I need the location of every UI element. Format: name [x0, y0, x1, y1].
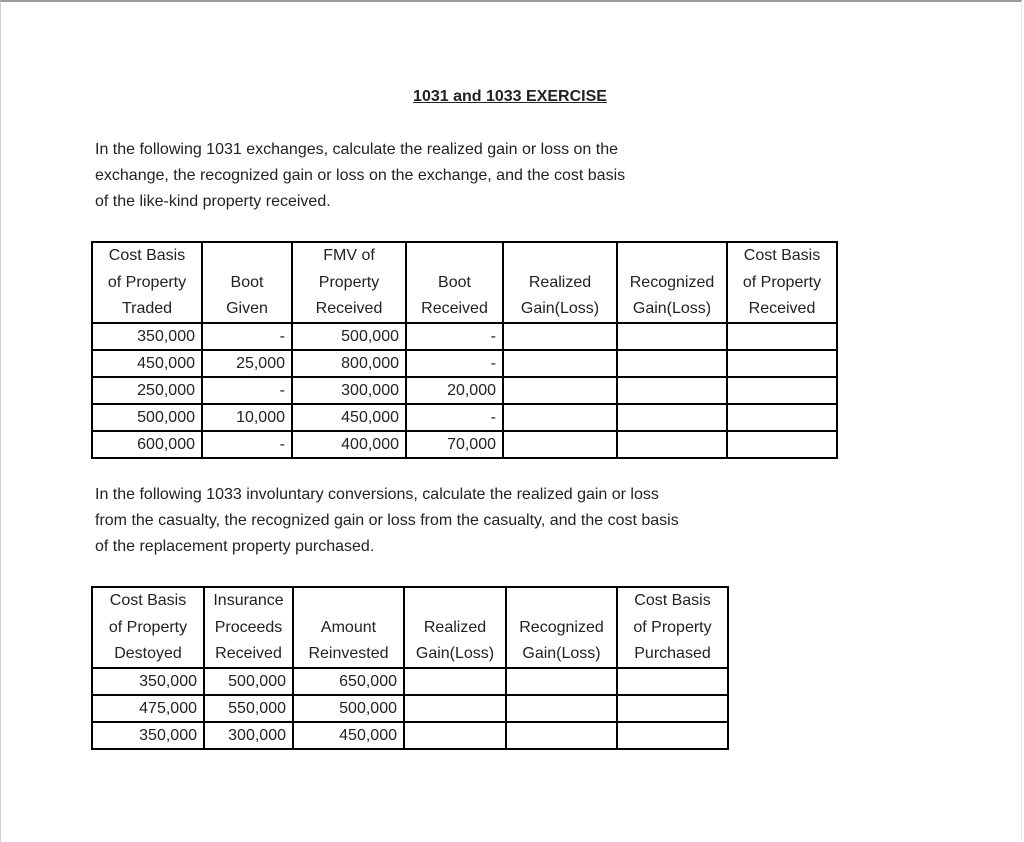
- conversion-header-cell: of Property: [617, 614, 728, 641]
- conversion-header-cell: Gain(Loss): [506, 641, 617, 668]
- exchange-header-row: [92, 242, 837, 269]
- conversion-answer-cell[interactable]: [617, 695, 728, 722]
- conversion-header-cell: Reinvested: [293, 641, 404, 668]
- exchange-header-cell: of Property: [727, 269, 837, 296]
- exchange-answer-cell[interactable]: [727, 377, 837, 404]
- exchange-header-cell: of Property: [92, 269, 202, 296]
- conversion-header-cell: Insurance: [204, 587, 293, 614]
- exchange-data-row: [92, 431, 837, 458]
- document-title: 1031 and 1033 EXERCISE: [413, 88, 607, 105]
- conversion-value-cell: 650,000: [293, 668, 404, 695]
- conversion-header-cell: Proceeds: [204, 614, 293, 641]
- exchange-1031-table: [91, 241, 838, 459]
- exchange-header-cell: Traded: [92, 296, 202, 323]
- exchange-header-cell: Gain(Loss): [617, 296, 727, 323]
- exchange-header-cell: Recognized: [617, 269, 727, 296]
- conversion-value-cell: 350,000: [92, 668, 204, 695]
- conversion-value-cell: 550,000: [204, 695, 293, 722]
- exchange-answer-cell[interactable]: [503, 431, 617, 458]
- conversion-data-row: [92, 668, 728, 695]
- exchange-answer-cell[interactable]: [727, 323, 837, 350]
- conversion-header-row: [92, 614, 728, 641]
- conversion-answer-cell[interactable]: [617, 722, 728, 749]
- exchange-header-row: [92, 296, 837, 323]
- conversion-header-cell: [293, 587, 404, 614]
- conversion-answer-cell[interactable]: [506, 722, 617, 749]
- exchange-header-cell: Given: [202, 296, 292, 323]
- conversion-answer-cell[interactable]: [404, 668, 506, 695]
- conversion-header-row: [92, 587, 728, 614]
- exchange-answer-cell[interactable]: [617, 431, 727, 458]
- exchange-header-cell: Boot: [202, 269, 292, 296]
- exchange-answer-cell[interactable]: [617, 377, 727, 404]
- conversion-answer-cell[interactable]: [506, 695, 617, 722]
- exchange-value-cell: 70,000: [406, 431, 503, 458]
- exchange-answer-cell[interactable]: [727, 404, 837, 431]
- conversion-1033-table: [91, 586, 729, 750]
- exchange-value-cell: 400,000: [292, 431, 406, 458]
- intro-1031-paragraph: In the following 1031 exchanges, calculate the realized gain or loss on the exchange, the recognized gain or loss on the exchange, and the cost basis of the like-kind property received.: [95, 141, 626, 210]
- intro-1033-paragraph: In the following 1033 involuntary conversions, calculate the realized gain or loss from the casualty, the recognized gain or loss from the casualty, and the cost basis of the replacement property purchased.: [95, 486, 679, 555]
- exchange-header-cell: Property: [292, 269, 406, 296]
- conversion-data-row: [92, 722, 728, 749]
- exchange-answer-cell[interactable]: [727, 350, 837, 377]
- conversion-header-cell: Destoyed: [92, 641, 204, 668]
- exchange-data-row: [92, 377, 837, 404]
- exchange-header-cell: [202, 242, 292, 269]
- exchange-data-row: [92, 350, 837, 377]
- exchange-value-cell: 500,000: [92, 404, 202, 431]
- exchange-header-cell: Cost Basis: [92, 242, 202, 269]
- exchange-value-cell: 450,000: [92, 350, 202, 377]
- conversion-value-cell: 350,000: [92, 722, 204, 749]
- exchange-header-cell: Cost Basis: [727, 242, 837, 269]
- conversion-header-cell: Realized: [404, 614, 506, 641]
- conversion-data-row: [92, 695, 728, 722]
- exchange-answer-cell[interactable]: [727, 431, 837, 458]
- exchange-answer-cell[interactable]: [503, 404, 617, 431]
- exchange-value-cell: 450,000: [292, 404, 406, 431]
- exchange-answer-cell[interactable]: [503, 323, 617, 350]
- conversion-answer-cell[interactable]: [404, 695, 506, 722]
- exchange-value-cell: 20,000: [406, 377, 503, 404]
- conversion-header-cell: Amount: [293, 614, 404, 641]
- exchange-header-cell: [617, 242, 727, 269]
- conversion-header-cell: Received: [204, 641, 293, 668]
- conversion-answer-cell[interactable]: [617, 668, 728, 695]
- conversion-value-cell: 500,000: [204, 668, 293, 695]
- conversion-answer-cell[interactable]: [404, 722, 506, 749]
- exchange-answer-cell[interactable]: [503, 350, 617, 377]
- conversion-header-cell: Purchased: [617, 641, 728, 668]
- exchange-header-cell: Gain(Loss): [503, 296, 617, 323]
- exchange-value-cell: -: [406, 323, 503, 350]
- conversion-value-cell: 475,000: [92, 695, 204, 722]
- exchange-value-cell: 350,000: [92, 323, 202, 350]
- exchange-data-row: [92, 323, 837, 350]
- exchange-header-cell: FMV of: [292, 242, 406, 269]
- exchange-answer-cell[interactable]: [503, 377, 617, 404]
- exchange-value-cell: -: [202, 377, 292, 404]
- exchange-value-cell: 25,000: [202, 350, 292, 377]
- conversion-answer-cell[interactable]: [506, 668, 617, 695]
- exchange-header-cell: Boot: [406, 269, 503, 296]
- exchange-value-cell: 250,000: [92, 377, 202, 404]
- exchange-header-cell: Received: [406, 296, 503, 323]
- exchange-value-cell: 10,000: [202, 404, 292, 431]
- exchange-value-cell: -: [202, 431, 292, 458]
- exchange-header-cell: Realized: [503, 269, 617, 296]
- conversion-value-cell: 500,000: [293, 695, 404, 722]
- exchange-value-cell: -: [406, 350, 503, 377]
- exchange-value-cell: 800,000: [292, 350, 406, 377]
- conversion-header-cell: Cost Basis: [92, 587, 204, 614]
- exchange-answer-cell[interactable]: [617, 350, 727, 377]
- exchange-value-cell: -: [202, 323, 292, 350]
- conversion-header-cell: [506, 587, 617, 614]
- conversion-header-cell: Recognized: [506, 614, 617, 641]
- conversion-header-cell: Cost Basis: [617, 587, 728, 614]
- exchange-header-cell: Received: [727, 296, 837, 323]
- conversion-value-cell: 450,000: [293, 722, 404, 749]
- exchange-header-cell: [406, 242, 503, 269]
- exchange-header-cell: Received: [292, 296, 406, 323]
- exchange-data-row: [92, 404, 837, 431]
- exchange-value-cell: 500,000: [292, 323, 406, 350]
- exchange-header-cell: [503, 242, 617, 269]
- exchange-answer-cell[interactable]: [617, 323, 727, 350]
- conversion-header-cell: of Property: [92, 614, 204, 641]
- exchange-value-cell: 600,000: [92, 431, 202, 458]
- conversion-header-cell: Gain(Loss): [404, 641, 506, 668]
- conversion-header-row: [92, 641, 728, 668]
- conversion-header-cell: [404, 587, 506, 614]
- conversion-value-cell: 300,000: [204, 722, 293, 749]
- exchange-value-cell: 300,000: [292, 377, 406, 404]
- exchange-answer-cell[interactable]: [617, 404, 727, 431]
- exchange-header-row: [92, 269, 837, 296]
- exchange-value-cell: -: [406, 404, 503, 431]
